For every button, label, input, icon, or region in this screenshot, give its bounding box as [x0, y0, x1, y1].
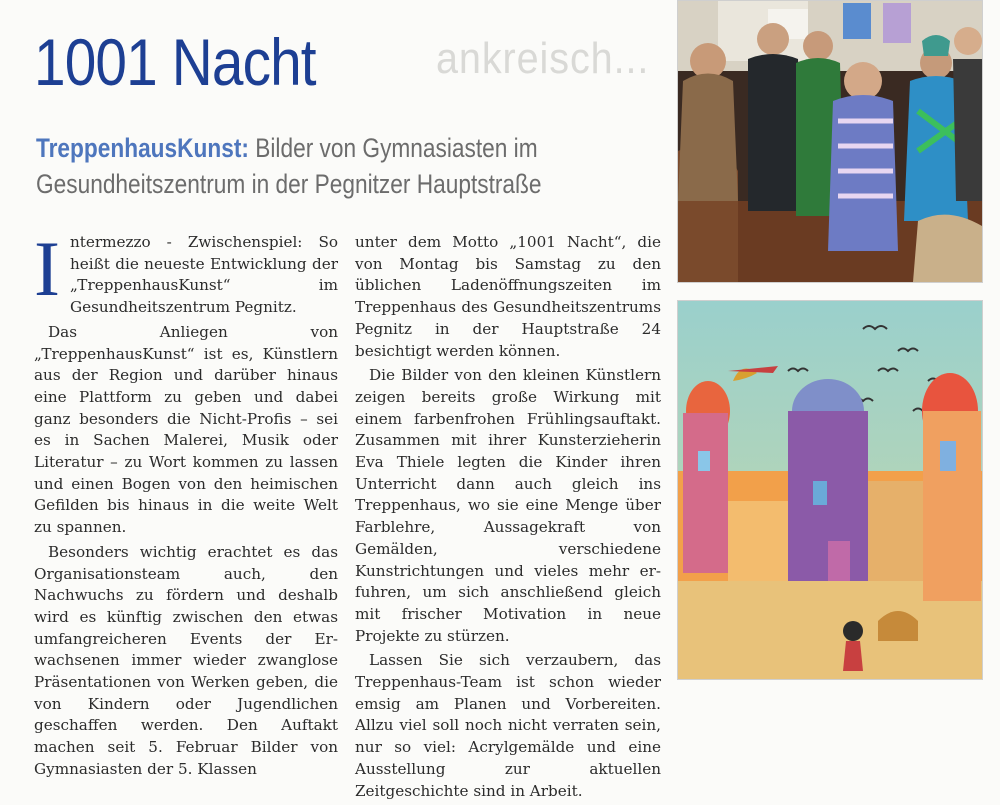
subtitle-text: Bilder von Gymnasiasten im Gesundheitszentrum in der Pegnitzer Hauptstraße [36, 133, 542, 199]
subtitle-kicker: TreppenhausKunst: [36, 133, 249, 163]
drop-cap: I [34, 225, 60, 312]
article-column-right [355, 232, 661, 805]
article-column-left [34, 225, 338, 784]
paragraph-intro [34, 225, 338, 319]
paragraph: Das Anliegen von „TreppenhausKunst“ ist es, Künstlern aus der Region und darüber hinaus eine Plattform zu geben und dabei ganz besonders die Nicht-Profis – sei es in Sachen Malerei, Musik oder Literatur – zu Wort kommen zu lassen und einen Bogen von den heimischen Gefilden bis hinaus in die weite Welt zu spannen. [34, 322, 338, 537]
paragraph: unter dem Motto „1001 Nacht“, die von Montag bis Samstag zu den üblichen Ladenöffnungszeiten im Treppenhaus des Gesundheitszentrums Pegnitz in der Hauptstraße 24 besichtigt werden können. [355, 233, 661, 360]
photo-children-exhibition [677, 0, 983, 283]
paragraph-intro-text: ntermezzo - Zwischenspiel: So heißt die neueste Entwicklung der „TreppenhausKunst“ im Gesundheitszentrum Pegnitz. [69, 233, 338, 317]
painting-image [678, 301, 982, 679]
paragraph: Lassen Sie sich verzaubern, das Treppenhaus-Team ist schon wieder emsig am Planen und Vorbereiten. Allzu viel soll noch nicht verraten sein, nur so viel: Acrylgemälde und eine Ausstellung zur aktuellen Zeitgeschichte sind in Arbeit. [355, 651, 661, 800]
background-heading-ghost: ankreisch... [436, 34, 650, 83]
painting-1001-nacht [677, 300, 983, 680]
subtitle [36, 130, 557, 202]
paragraph: Besonders wichtig erachtet es das Organisationsteam auch, den Nachwuchs zu fördern und deshalb wird es künftig zwischen den etwas umfangreicheren Events der Erwachsenen immer wieder zwanglose Präsentationen von Werken geben, die von Kindern oder Jugendlichen geschaffen werden. Den Auftakt machen seit 5. Februar Bilder von Gymnasiasten der 5. Klassen [34, 542, 338, 778]
paragraph: Die Bilder von den kleinen Künstlern zeigen bereits große Wirkung mit einem farbenfrohen Frühlingsauftakt. Zusammen mit ihrer Kunsterzieherin Eva Thiele legten die Kinder ihren Unterricht dann auch gleich ins Treppenhaus, wo sie eine Menge über Farblehre, Aussagekraft von Gemälden, verschiedene Kunstrichtungen und vieles mehr erfuhren, um sich anschließend gleich mit frischer Motivation in neue Projekte zu stürzen. [355, 366, 661, 645]
photo-children-image [678, 1, 982, 282]
page-title: 1001 Nacht [34, 25, 316, 99]
